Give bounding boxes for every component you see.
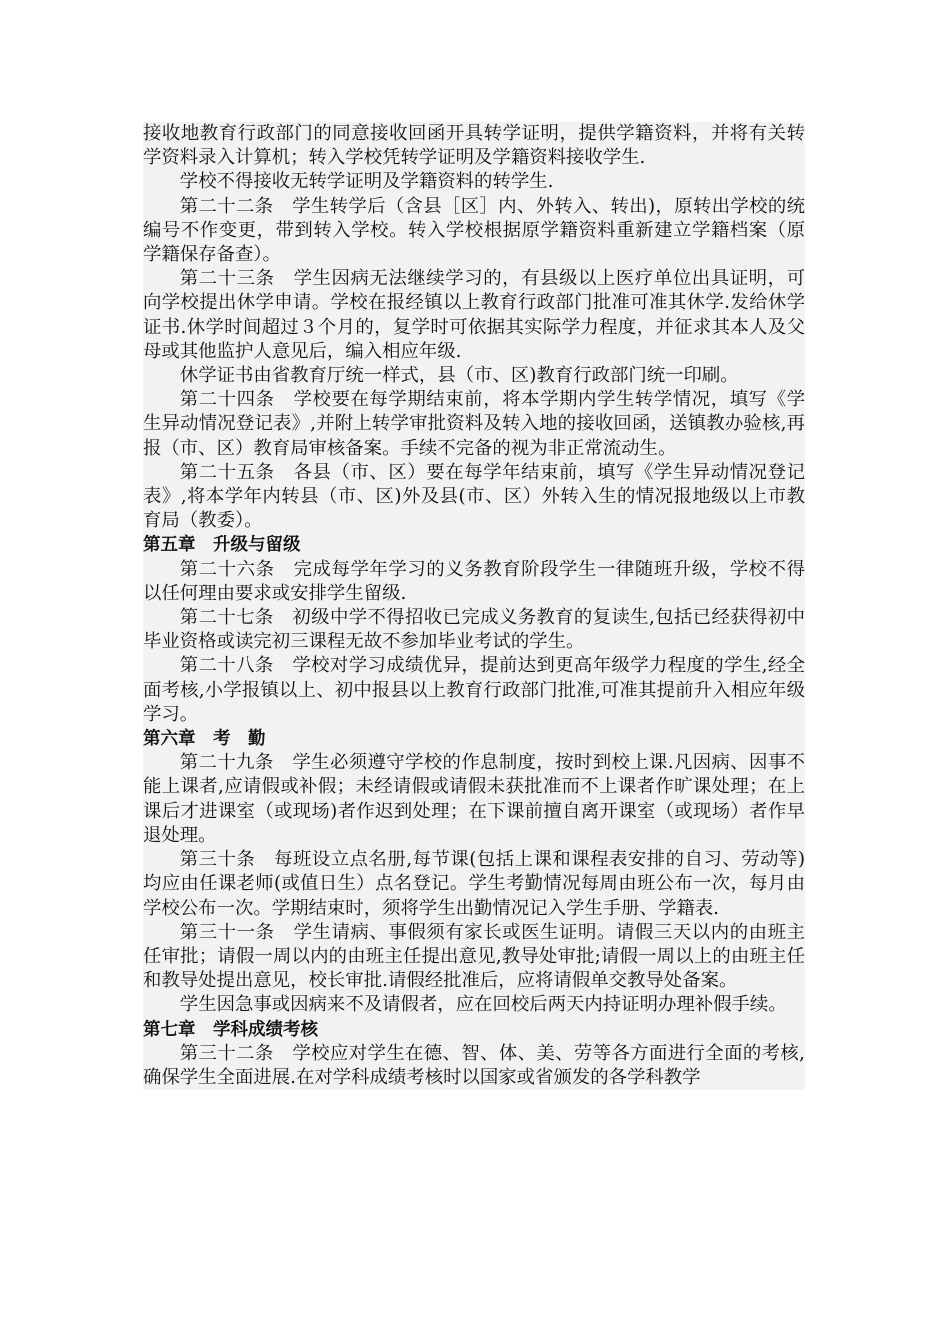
article-26: 第二十六条 完成每学年学习的义务教育阶段学生一律随班升级，学校不得以任何理由要求或安排学生留级. xyxy=(143,558,805,604)
chapter-7-heading: 第七章 学科成绩考核 xyxy=(143,1019,318,1040)
article-29: 第二十九条 学生必须遵守学校的作息制度，按时到校上课.凡因病、因事不能上课者,应请假或补假；未经请假或请假未获批准而不上课者作旷课处理；在上课后才进课室（或现场)者作迟到处理；在下课前擅自离开课室（或现场）者作早退处理。 xyxy=(143,752,805,846)
article-32: 第三十二条 学校应对学生在德、智、体、美、劳等各方面进行全面的考核,确保学生全面进展.在对学科成绩考核时以国家或省颁发的各学科教学 xyxy=(143,1042,805,1088)
article-24: 第二十四条 学校要在每学期结束前，将本学期内学生转学情况，填写《学生异动情况登记表》,并附上转学审批资料及转入地的接收回函，送镇教办验核,再报（市、区）教育局审核备案。手续不完备的视为非正常流动生。 xyxy=(143,389,805,459)
article-27: 第二十七条 初级中学不得招收已完成义务教育的复读生,包括已经获得初中毕业资格或读完初三课程无故不参加毕业考试的学生。 xyxy=(143,607,805,653)
article-30: 第三十条 每班设立点名册,每节课(包括上课和课程表安排的自习、劳动等)均应由任课老师(或值日生）点名登记。学生考勤情况每周由班公布一次，每月由学校公布一次。学期结束时，须将学生出勤情况记入学生手册、学籍表. xyxy=(143,849,805,919)
chapter-5-heading: 第五章 升级与留级 xyxy=(143,535,301,556)
paragraph: 接收地教育行政部门的同意接收回函开具转学证明，提供学籍资料，并将有关转学资料录入计算机；转入学校凭转学证明及学籍资料接收学生. xyxy=(143,123,805,169)
chapter-6-heading: 第六章 考 勤 xyxy=(143,729,266,750)
article-31: 第三十一条 学生请病、事假须有家长或医生证明。请假三天以内的由班主任审批；请假一周以内的由班主任提出意见,教导处审批;请假一周以上的由班主任和教导处提出意见，校长审批.请假经批准后，应将请假单交教导处备案。 xyxy=(143,921,805,992)
article-28: 第二十八条 学校对学习成绩优异，提前达到更高年级学力程度的学生,经全面考核,小学报镇以上、初中报县以上教育行政部门批准,可准其提前升入相应年级学习。 xyxy=(143,655,805,725)
paragraph: 学校不得接收无转学证明及学籍资料的转学生. xyxy=(179,171,554,193)
article-22: 第二十二条 学生转学后（含县［区］内、外转入、转出)，原转出学校的统编号不作变更，带到转入学校。转入学校根据原学籍资料重新建立学籍档案（原学籍保存备查）。 xyxy=(143,195,805,266)
paragraph: 休学证书由省教育厅统一样式，县（市、区)教育行政部门统一印刷。 xyxy=(179,365,739,387)
article-23: 第二十三条 学生因病无法继续学习的，有县级以上医疗单位出具证明，可向学校提出休学申请。学校在报经镇以上教育行政部门批准可准其休学.发给休学证书.休学时间超过３个月的，复学时可依据其实际学力程度，并征求其本人及父母或其他监护人意见后，编入相应年级. xyxy=(143,268,805,362)
document-body xyxy=(143,122,805,1090)
paragraph: 学生因急事或因病来不及请假者，应在回校后两天内持证明办理补假手续。 xyxy=(179,994,787,1016)
article-25: 第二十五条 各县（市、区）要在每学年结束前，填写《学生异动情况登记表》,将本学年内转县（市、区)外及县(市、区）外转入生的情况报地级以上市教育局（教委）。 xyxy=(143,461,805,532)
